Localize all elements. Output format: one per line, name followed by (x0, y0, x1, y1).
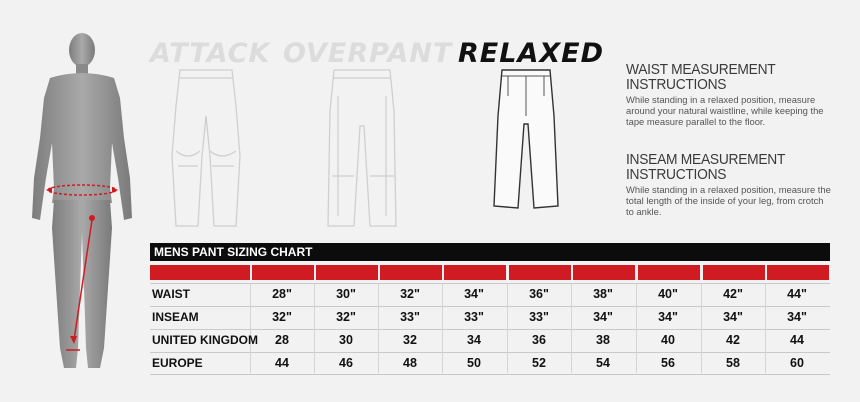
red-band-cell (380, 265, 442, 280)
table-row-divider (150, 352, 830, 353)
table-cell: 30" (336, 287, 356, 301)
sizing-chart-title: MENS PANT SIZING CHART (150, 243, 830, 261)
table-cell: 30 (339, 333, 353, 347)
inseam-instructions-body: While standing in a relaxed position, measure the total length of the inside of your leg, from crotch to ankle. (626, 184, 831, 217)
table-cell: 34 (467, 333, 481, 347)
table-row-divider (150, 283, 830, 284)
table-row-label: INSEAM (152, 310, 199, 324)
table-cell: 40 (661, 333, 675, 347)
table-cell: 33" (464, 310, 484, 324)
table-cell: 34" (593, 310, 613, 324)
table-cell: 56 (661, 356, 675, 370)
table-column-divider (314, 283, 315, 373)
red-band-cell (316, 265, 378, 280)
table-row-label: WAIST (152, 287, 190, 301)
inseam-instructions-title: INSEAM MEASUREMENT INSTRUCTIONS (626, 151, 786, 183)
waist-instructions-body: While standing in a relaxed position, measure around your natural waistline, while keeping the tape measure parallel to the floor. (626, 94, 824, 127)
table-cell: 44 (275, 356, 289, 370)
table-cell: 28" (272, 287, 292, 301)
table-cell: 32 (403, 333, 417, 347)
style-title-relaxed: RELAXED (458, 38, 605, 69)
table-cell: 46 (339, 356, 353, 370)
red-band-cell (444, 265, 506, 280)
table-cell: 40" (658, 287, 678, 301)
style-title-overpant: OVERPANT (283, 38, 453, 69)
body-figure-illustration (20, 28, 140, 373)
inseam-instructions (626, 152, 831, 217)
table-cell: 32" (400, 287, 420, 301)
table-column-divider (378, 283, 379, 373)
red-band-cell (573, 265, 635, 280)
table-row-label: EUROPE (152, 356, 203, 370)
table-cell: 38" (593, 287, 613, 301)
waist-instructions (626, 62, 831, 127)
table-row-divider (150, 306, 830, 307)
table-cell: 33" (400, 310, 420, 324)
table-column-divider (765, 283, 766, 373)
red-band-cell (703, 265, 765, 280)
red-band-cell (252, 265, 314, 280)
table-cell: 33" (529, 310, 549, 324)
table-column-divider (636, 283, 637, 373)
table-column-divider (250, 283, 251, 373)
table-cell: 34" (723, 310, 743, 324)
table-cell: 34" (658, 310, 678, 324)
table-column-divider (571, 283, 572, 373)
table-row-divider (150, 374, 830, 375)
table-cell: 42 (726, 333, 740, 347)
table-cell: 48 (403, 356, 417, 370)
table-cell: 32" (336, 310, 356, 324)
table-cell: 34" (787, 310, 807, 324)
overpant-illustration (322, 66, 402, 231)
relaxed-pant-illustration (488, 66, 563, 226)
table-cell: 52 (532, 356, 546, 370)
table-cell: 50 (467, 356, 481, 370)
table-cell: 38 (596, 333, 610, 347)
red-band-cell (638, 265, 700, 280)
table-cell: 44" (787, 287, 807, 301)
table-cell: 44 (790, 333, 804, 347)
table-cell: 36" (529, 287, 549, 301)
table-cell: 36 (532, 333, 546, 347)
table-cell: 58 (726, 356, 740, 370)
table-cell: 28 (275, 333, 289, 347)
table-column-divider (442, 283, 443, 373)
table-column-divider (701, 283, 702, 373)
table-cell: 42" (723, 287, 743, 301)
table-cell: 32" (272, 310, 292, 324)
table-row-divider (150, 329, 830, 330)
table-cell: 54 (596, 356, 610, 370)
red-band-label-cell (150, 265, 250, 280)
table-cell: 60 (790, 356, 804, 370)
attack-pant-illustration (166, 66, 246, 231)
red-band-cell (767, 265, 829, 280)
table-cell: 34" (464, 287, 484, 301)
style-title-attack: ATTACK (150, 38, 271, 69)
red-band-cell (509, 265, 571, 280)
table-row-label: UNITED KINGDOM (152, 333, 258, 347)
waist-instructions-title: WAIST MEASUREMENT INSTRUCTIONS (626, 61, 776, 93)
table-column-divider (507, 283, 508, 373)
